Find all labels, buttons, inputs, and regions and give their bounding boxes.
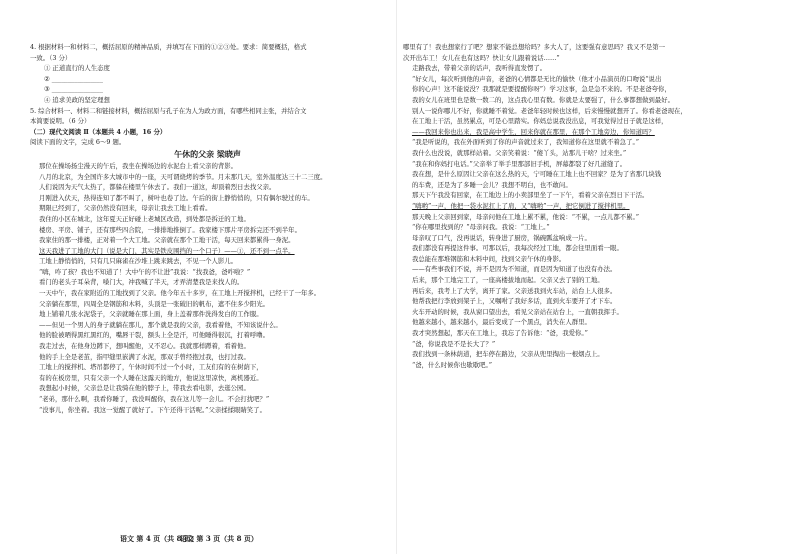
right-text-line: “你在哪里找到的？”母亲问我。我说：“工地上。” [411, 223, 550, 232]
left-text-line: 看门的老头子耳朵背，嗓门大，冲我喊了半天，才弄清楚我是来找人的。 [38, 278, 244, 287]
right-text-line: 在工地上干活，虽然累点，可是心里踏实。你妈总说我没出息，可我觉得过日子就是这样， [411, 117, 668, 126]
left-text-line: （二）现代文阅读 Ⅱ（本题共 4 小题，16 分） [30, 127, 167, 136]
right-text-line: 你的心声！这不能说没？我那就是要提醒你呀”）学习这事，急是急不来的。不是老爸夸你， [411, 85, 671, 94]
left-text-line: “没事儿，你坐着。我这一觉醒了就好了。下午还得干活呢。”父亲揉揉眼睛笑了。 [38, 405, 266, 414]
article-title: 午休的父亲 梁晓声 [174, 148, 241, 159]
right-text-line: “我是听说的，我在外面听到了你的声音就过来了，我知道你在这里就不着急了。” [411, 138, 639, 147]
right-text-line: 母亲叹了口气，没再说话，转身进了厨房，锅碗瓢盆响成一片。 [411, 233, 591, 242]
left-text-line: 期限已经到了，父亲仍然没有回来，母亲让我去工地上看看。 [38, 204, 212, 213]
left-text-line: 这天我进了工地的大门（说是大门，其实是铁皮围挡的一个口子）——①，还不到一点半。 [38, 246, 295, 255]
right-text-line: “嗨哟”一声，他把一袋水泥扛上了肩，又“嗨哟”一声，把它倒进了搅拌机里。 [411, 201, 630, 210]
left-text-line: 人们说因为天气太热了，都躲在楼里午休去了。我们一道这，却顶着烈日去找父亲。 [38, 183, 276, 192]
left-text-line: 一致。（3 分） [30, 53, 72, 62]
right-text-line: 再后来，我考上了大学，离开了家。父亲送我到火车站，站台上人很多。 [411, 286, 617, 295]
left-text-line: 月刚进入伏天，热得连知了都不叫了，树叶也卷了边。午后的街上静悄悄的，只有偶尔驶过的车。 [38, 193, 314, 202]
right-text-line: 那天晚上父亲回到家，母亲问他在工地上累不累，他说：“不累，一点儿都不累。” [411, 212, 639, 221]
left-text-line: 八月的北京，为全国许多大城市中的一座，天可谓烧烤的季节。月末那几天，室外温度达三十二三度。 [38, 172, 327, 181]
left-text-line: 地上铺着几张水泥袋子，父亲就睡在那上面，身上盖着那件洗得发白的工作服。 [38, 310, 263, 319]
left-text-line: ③ ________________ [44, 85, 103, 94]
right-text-line: 哪里有了！我也想家行了吧？想家不能总想给吗？多大人了，这要强有意思吗？我又不是第一 [403, 43, 666, 51]
right-text-line: 次开出车工！女儿在也有这吗？快让女儿跟着说话……” [403, 53, 560, 62]
right-text-line: 他帮我把行李放到架子上，又嘱咐了我好多话，直到火车要开了才下车。 [411, 297, 617, 306]
left-text-line: 父亲躺在那里，四周全是钢筋和木料，头顶是一张破旧的帆布，遮不住多少阳光。 [38, 299, 270, 308]
left-text-line: 我家住的那一排楼，正对着一个大工地。父亲就在那个工地干活，每天回来都累得一身泥。 [38, 236, 295, 245]
right-text-line: 那天下午我没有回家，在工地边上的小卖部里坐了一下午，看着父亲在烈日下干活。 [411, 191, 649, 200]
right-text-line: 我才突然想起，那天在工地上，我忘了告诉他：“爸，我爱你。” [411, 329, 588, 338]
right-text-line: “好女儿，每次听到他的声音，老爸的心情都是无比的愉快（他才小品演员的口吻说“说出 [411, 74, 662, 83]
right-text-line: 走路我去，带着父亲的话声，我听得直发愣了。 [411, 64, 547, 73]
left-text-line: 楼房、平房、铺子，还有那些四合院，一排排地推倒了。我家楼下那片平房拆完还不到半年。 [38, 225, 301, 234]
right-text-line: 别人一说你哪儿不好，你就睡不着觉。老爸年轻时候也这样，后来慢慢就想开了。你看老爸现在， [411, 106, 687, 115]
left-text-line: 他的脸被晒得黑红黑红的，嘴唇干裂，额头上全是汗，可他睡得很沉，打着呼噜。 [38, 331, 270, 340]
left-page-footer: 语文 第 3 页（共 8 页） [180, 534, 258, 543]
right-text-line: 我的女儿在班里也是数一数二的，这点我心里有数。你就是太要强了，什么事都想做到最好。 [411, 95, 674, 104]
left-text-line: 4. 根据材料一和材料二，概括屈原的精神品质，并填写在下面的①②③处。要求：简要概括，格式 [30, 43, 307, 51]
left-text-line: 工地上的搅拌机、塔吊都停了，午休时间不过一个小时，工友们有的在树荫下， [38, 363, 263, 372]
right-page [397, 0, 794, 554]
left-text-line: 那位在操场扬尘漫天的午后，我坐在操场边的水泥台上看父亲的背影。 [38, 161, 238, 170]
right-text-line: 火车开动的时候，我从窗口望出去，看见父亲站在站台上，一直朝我挥手。 [411, 307, 623, 316]
right-text-line: ——我回来你也出来，我是高中学生，回来你就在那里，在那个工地旁边，你知道吗？ [411, 127, 655, 136]
right-text-line: 的车费，还是为了多睡一会儿？我想不明白，也不敢问。 [411, 180, 572, 189]
left-text-line: 本简要说明。（6 分） [30, 117, 91, 126]
right-text-line: “爸，你说我是不是长大了？” [411, 339, 496, 348]
left-text-line: 他的手上全是老茧，指甲缝里嵌满了水泥，那双手曾经抱过我，也打过我。 [38, 352, 250, 361]
left-text-line: 我想起小时候，父亲总是让我骑在他的脖子上，带我去看电影，去逛公园。 [38, 384, 250, 393]
left-text-line: 有的在板房里，只有父亲一个人睡在这露天的地方，他说这里凉快，离机器近。 [38, 373, 263, 382]
right-text-line: 我什么也没说，就那样站着。父亲笑着说：“傻丫头，站那儿干啥？过来坐。” [411, 148, 627, 157]
right-page-footer: 语文 第 4 页（共 8 页） [120, 534, 198, 543]
right-text-line: 他越来越小，越来越小，最后变成了一个黑点，消失在人群里。 [411, 318, 591, 327]
left-text-line: “嗨，咋了孩？我也不知道了！大中午的不让进”我说：“找我爸，爸咋啦？” [38, 267, 251, 276]
left-text-line: 工地上静悄悄的，只有几只麻雀在沙堆上跳来跳去，不见一个人影儿。 [38, 257, 238, 266]
right-text-line: 我总能在那堆钢筋和木料中间，找到父亲午休的身影。 [411, 254, 566, 263]
left-text-line: 一天中午，我在家附近的工地找到了父亲。他今年五十多岁，在工地上开搅拌机，已经干了一年多。 [38, 289, 321, 298]
right-text-line: “我在和你妈打电话。”父亲举了举手里那部旧手机，屏幕都裂了好几道缝了。 [411, 159, 627, 168]
left-text-line: 我走过去，在他身边蹲下，想叫醒他，又不忍心。我就那样蹲着，看着他。 [38, 342, 250, 351]
left-text-line: ——但见一个男人的身子就躺在那儿，那个就是我的父亲，我看着他，不知该说什么。 [38, 320, 282, 329]
right-text-line: “爸，什么时候你也歇歇吧。” [411, 360, 492, 369]
right-text-line: 我们找到一条林荫道，把车停在路边，父亲从兜里掏出一根烟点上。 [411, 350, 604, 359]
left-text-line: ④ 追求美政的坚定理想 [44, 95, 110, 104]
left-text-line: 我住的小区在城北，这年夏天正好碰上老城区改造，到处都是拆迁的工地。 [38, 214, 250, 223]
left-text-line: 阅读下面的文字，完成 6～9 题。 [30, 138, 126, 147]
right-text-line: 我在想，是什么原因让父亲在这么热的天，宁可睡在工地上也不回家？是为了省那几块钱 [411, 170, 662, 179]
left-text-line: ① 正道直行的人生态度 [44, 64, 110, 73]
right-text-line: 后来，那个工地完工了，一座高楼拔地而起。父亲又去了别的工地。 [411, 276, 604, 285]
left-text-line: “老弟，那什么啊，我看你睡了，我没叫醒你，我在这儿等一会儿。不会打扰吧？” [38, 395, 270, 403]
left-text-line: 5. 综合材料一、材料二和链接材料，概括屈原与孔子在为人为政方面，有哪些相同主张，并结合文 [30, 106, 307, 115]
right-text-line: 我们都没有再提这件事。可那以后，我每次经过工地，都会往里面看一眼。 [411, 244, 623, 253]
right-text-line: ——有些事我们不说，并不是因为不知道，而是因为知道了也没有办法。 [411, 265, 617, 274]
left-text-line: ② ________________ [44, 74, 103, 83]
